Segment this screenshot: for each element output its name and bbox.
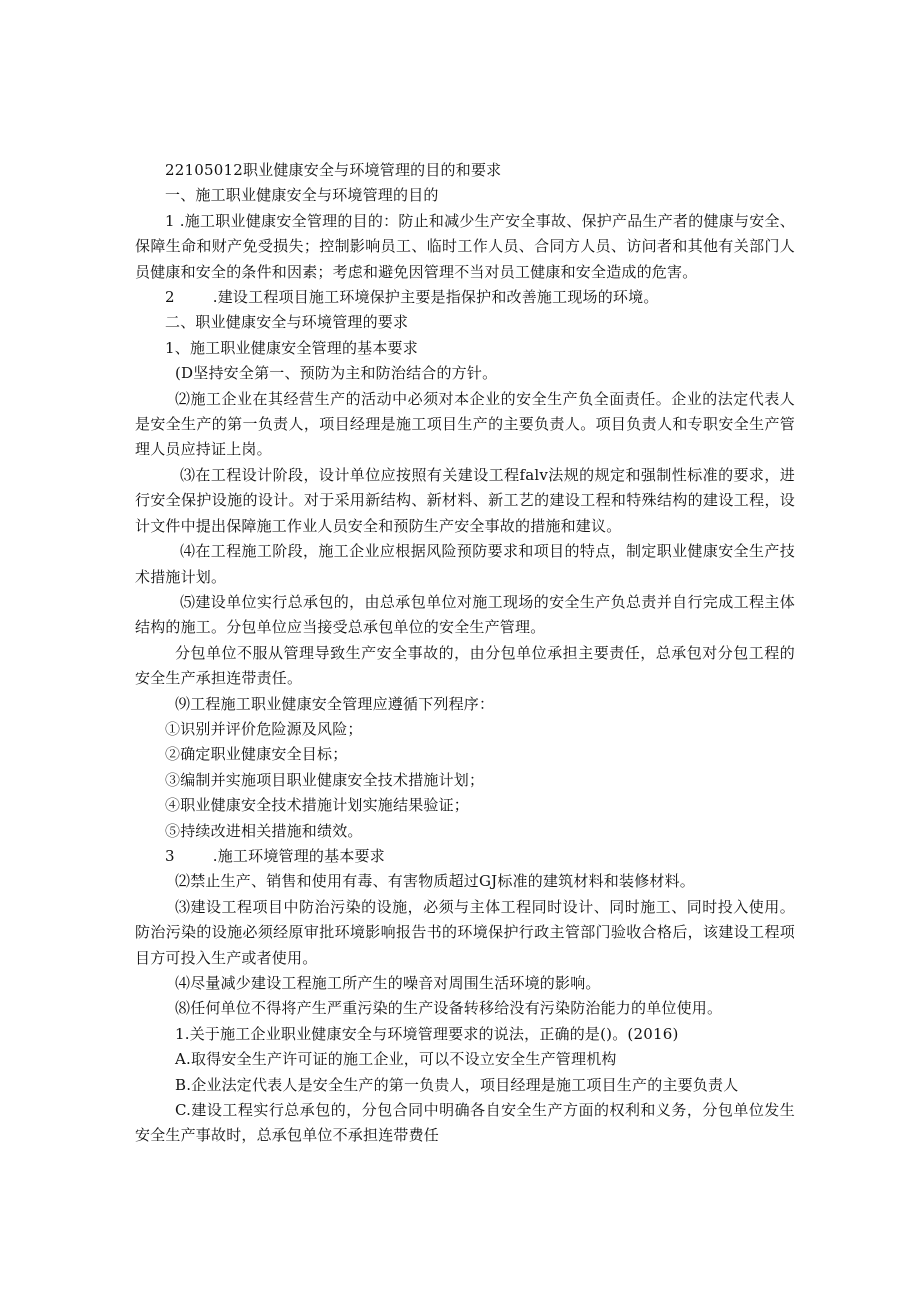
subsection-text: .施工环境管理的基本要求 — [212, 846, 385, 865]
document-body — [135, 158, 795, 1149]
requirement-5: ⑸建设单位实行总承包的，由总承包单位对施工现场的安全生产负总责并自行完成工程主体结构的施工。分包单位应当接受总承包单位的安全生产管理。 — [135, 592, 795, 637]
environment-requirement-3: ⑶建设工程项目中防治污染的设施，必须与主体工程同时设计、同时施工、同时投入使用。防治污染的设施必须经原审批环境影响报告书的环境保护行政主管部门验收合格后，该建设工程项目方可投入生产或者使用。 — [135, 897, 795, 967]
question-option-a: A.取得安全生产许可证的施工企业，可以不设立安全生产管理机构 — [175, 1050, 617, 1069]
subsection-number: 3 — [165, 846, 175, 865]
document-title: 22105012职业健康安全与环境管理的目的和要求 — [165, 161, 502, 179]
procedure-step: ⑤持续改进相关措施和绩效。 — [165, 821, 363, 840]
requirement-4: ⑷在工程施工阶段，施工企业应根据风险预防要求和项目的特点，制定职业健康安全生产技术措施计划。 — [135, 542, 795, 586]
question-option-c: C.建设工程实行总承包的，分包合同中明确各自安全生产方面的权利和义务，分包单位发生安全生产事故时，总承包单位不承担连带费任 — [135, 1101, 795, 1145]
paragraph-number: 2 — [165, 288, 175, 307]
procedure-step: ②确定职业健康安全目标； — [165, 745, 348, 764]
question-option-b: B.企业法定代表人是安全生产的第一负贵人，项目经理是施工项目生产的主要负责人 — [175, 1075, 739, 1094]
requirement-3: ⑶在工程设计阶段，设计单位应按照有关建设工程falv法规的规定和强制性标准的要求，进行安全保护设施的设计。对于采用新结构、新材料、新工艺的建设工程和特殊结构的建设工程，设计文件中提出保障施工作业人员安全和预防生产安全事故的措施和建议。 — [135, 465, 795, 535]
requirement-1: (D坚持安全第一、预防为主和防治结合的方针。 — [175, 364, 498, 383]
section-1-paragraph-1: 1 .施工职业健康安全管理的目的：防止和减少生产安全事故、保护产品生产者的健康与安全、保障生命和财产免受损失；控制影响员工、临时工作人员、合同方人员、访问者和其他有关部门人员健康和安全的条件和因素；考虑和避免因管理不当对员工健康和安全造成的危害。 — [135, 211, 795, 281]
subsection-1-heading: 1、施工职业健康安全管理的基本要求 — [165, 338, 418, 357]
section-2-heading: 二、职业健康安全与环境管理的要求 — [165, 313, 409, 332]
procedure-step: ①识别并评价危险源及风险； — [165, 719, 363, 738]
environment-requirement-4: ⑷尽量减少建设工程施工所产生的噪音对周围生活环境的影响。 — [175, 974, 601, 992]
subsection-3-heading — [135, 844, 795, 869]
procedure-step: ④职业健康安全技术措施计划实施结果验证； — [165, 796, 470, 815]
environment-requirement-8: ⑻任何单位不得将产生严重污染的生产设备转移给没有污染防治能力的单位使用。 — [175, 999, 723, 1018]
section-1-paragraph-2 — [135, 285, 795, 310]
requirement-5-continued: 分包单位不服从管理导致生产安全事故的，由分包单位承担主要责任，总承包对分包工程的安全生产承担连带责任。 — [135, 643, 795, 688]
question-1: 1.关于施工企业职业健康安全与环境管理要求的说法，正确的是()。(2016) — [175, 1024, 679, 1043]
paragraph-text: .建设工程项目施工环境保护主要是指保护和改善施工现场的环境。 — [212, 288, 659, 307]
requirement-9: ⑼工程施工职业健康安全管理应遵循下列程序： — [175, 694, 495, 713]
requirement-2: ⑵施工企业在其经营生产的活动中必须对本企业的安全生产负全面责任。企业的法定代表人是安全生产的第一负责人，项目经理是施工项目生产的主要负责人。项目负责人和专职安全生产管理人员应持证上岗。 — [135, 389, 795, 459]
environment-requirement-2: ⑵禁止生产、销售和使用有毒、有害物质超过GJ标准的建筑材料和装修材料。 — [175, 872, 695, 891]
section-1-heading: 一、施工职业健康安全与环境管理的目的 — [165, 186, 439, 205]
procedure-step: ③编制并实施项目职业健康安全技术措施计划； — [165, 770, 485, 789]
